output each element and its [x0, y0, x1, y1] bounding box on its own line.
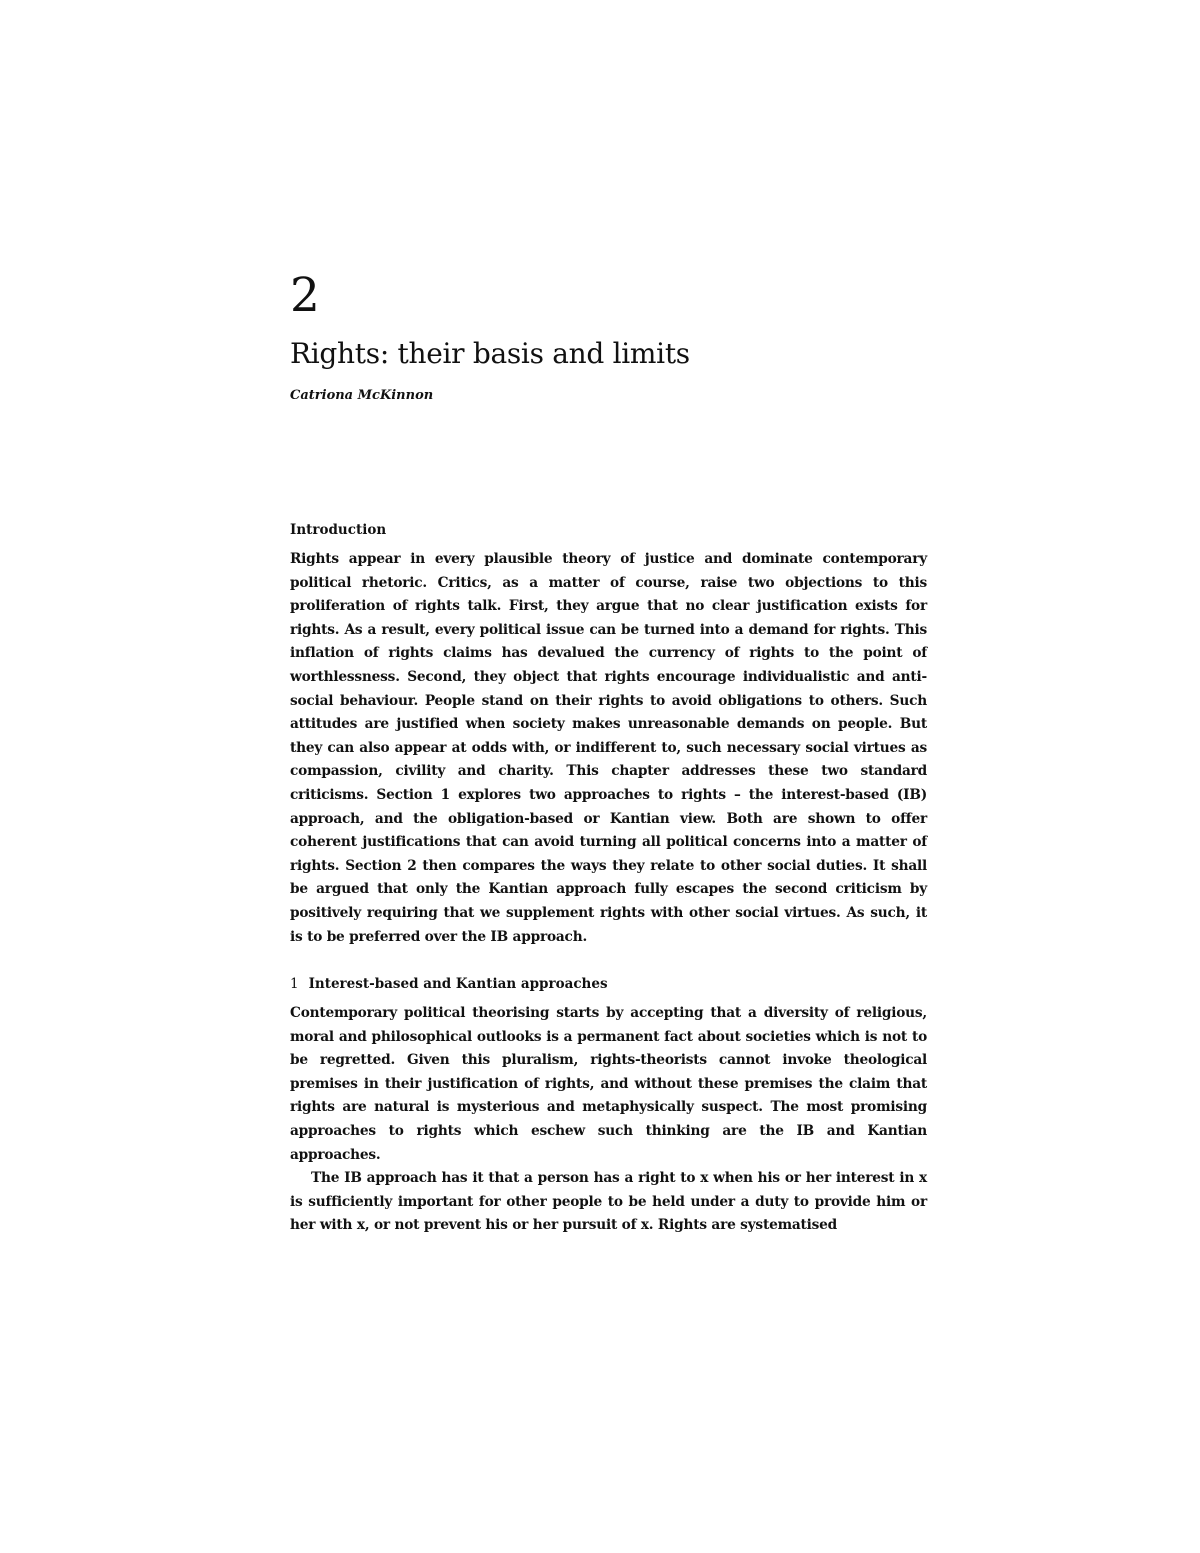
introduction-heading: Introduction: [290, 522, 387, 538]
section-1-heading: [290, 976, 927, 992]
section-1-paragraph-2: The IB approach has it that a person has a right to x when his or her interest in x is sufficiently important for other people to be held under a duty to provide him or her with x, or not prevent his or her pursuit of x. Rights are systematised: [290, 1170, 927, 1234]
chapter-author: Catriona McKinnon: [290, 388, 434, 403]
section-1-title: Interest-based and Kantian approaches: [308, 976, 608, 993]
chapter-title: Rights: their basis and limits: [290, 337, 690, 370]
section-1-paragraph-1: Contemporary political theorising starts by accepting that a diversity of religious, moral and philosophical outlooks is a permanent fact about societies which is not to be regretted. Given this pluralism, rights-theorists cannot invoke theological premises in their justification of rights, and without these premises the claim that rights are natural is mysterious and metaphysically suspect. The most promising approaches to rights which eschew such thinking are the IB and Kantian approaches.: [290, 1005, 927, 1163]
introduction-paragraph: Rights appear in every plausible theory of justice and dominate contemporary political rhetoric. Critics, as a matter of course, raise two objections to this proliferation of rights talk. First, they argue that no clear justification exists for rights. As a result, every political issue can be turned into a demand for rights. This inflation of rights claims has devalued the currency of rights to the point of worthlessness. Second, they object that rights encourage individualistic and anti-social behaviour. People stand on their rights to avoid obligations to others. Such attitudes are justified when society makes unreasonable demands on people. But they can also appear at odds with, or indifferent to, such necessary social virtues as compassion, civility and charity. This chapter addresses these two standard criticisms. Section 1 explores two approaches to rights – the interest-based (IB) approach, and the obligation-based or Kantian view. Both are shown to offer coherent justifications that can avoid turning all political concerns into a matter of rights. Section 2 then compares the ways they relate to other social duties. It shall be argued that only the Kantian approach fully escapes the second criticism by positively requiring that we supplement rights with other social virtues. As such, it is to be preferred over the IB approach.: [290, 551, 927, 945]
book-page: [290, 270, 927, 1238]
section-1-number: 1: [290, 976, 299, 993]
chapter-number: 2: [290, 268, 320, 323]
